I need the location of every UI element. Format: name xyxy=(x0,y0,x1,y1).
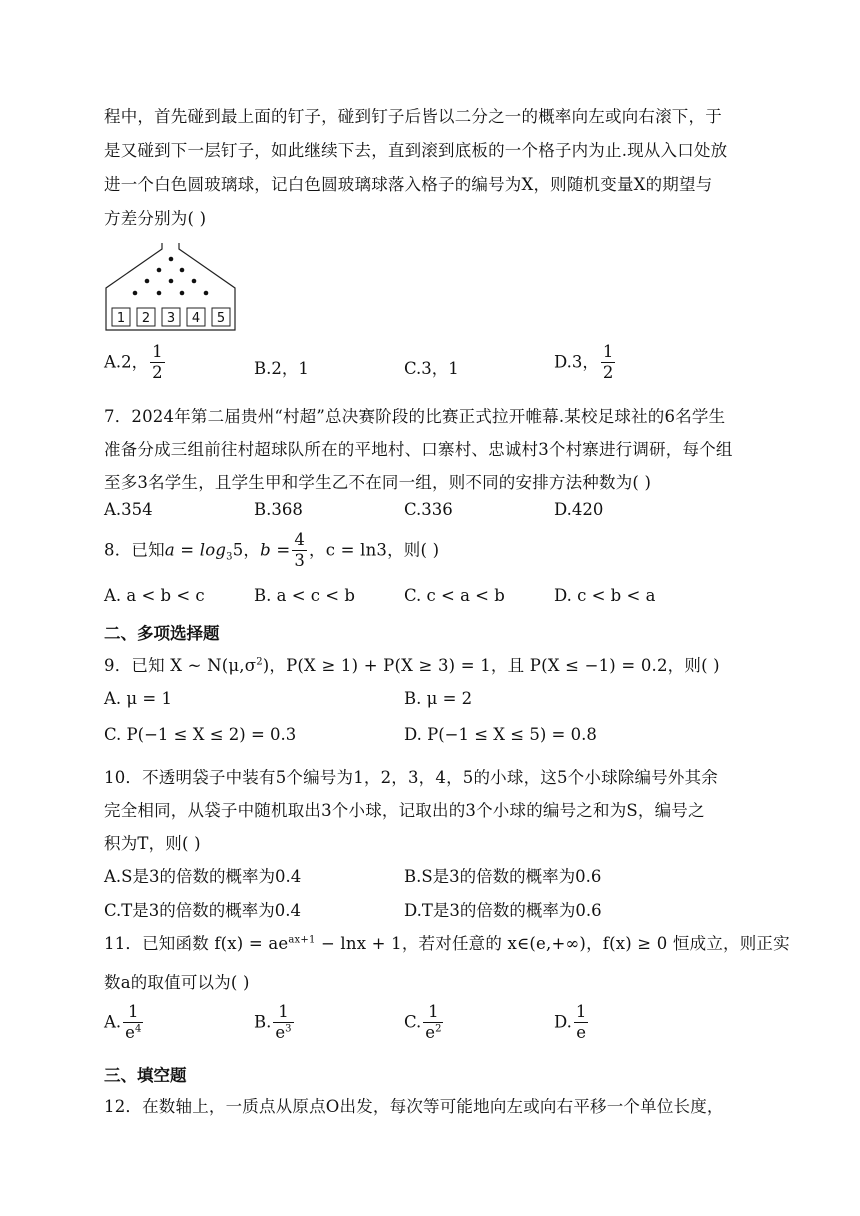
q9-stem xyxy=(104,652,720,676)
section-heading-multi-choice: 二、多项选择题 xyxy=(104,624,220,643)
q9-option-c: C. P(−1 ≤ X ≤ 2) = 0.3 xyxy=(104,725,297,744)
q11-line-2: 数a的取值可以为( ) xyxy=(104,973,250,992)
q8-a-log-base: 3 xyxy=(226,551,233,563)
q6-option-d xyxy=(554,343,617,383)
q10-option-c: C.T是3的倍数的概率为0.4 xyxy=(104,901,302,920)
q9-option-d: D. P(−1 ≤ X ≤ 5) = 0.8 xyxy=(404,725,597,744)
q11-option-d xyxy=(554,1003,590,1043)
q6-option-a-prefix: A.2， xyxy=(104,352,149,372)
q11-option-c xyxy=(404,1003,445,1043)
q7-option-a: A.354 xyxy=(104,500,153,519)
q8-b-numerator: 4 xyxy=(294,530,306,549)
q6-option-b: B.2，1 xyxy=(254,359,309,378)
q6-a-numerator: 1 xyxy=(152,342,163,361)
q6-option-d-prefix: D.3， xyxy=(554,352,599,372)
q11-c-den-base: e xyxy=(425,1022,436,1042)
q11-d-den-base: e xyxy=(576,1022,587,1042)
galton-board-figure xyxy=(104,238,242,334)
q11-option-d-fraction xyxy=(574,1003,589,1043)
q6-option-d-fraction xyxy=(601,343,616,383)
q7-line-3: 至多3名学生，且学生甲和学生乙不在同一组，则不同的安排方法种数为( ) xyxy=(104,473,652,492)
q11-stem xyxy=(104,930,790,954)
q11-a-den-base: e xyxy=(125,1022,135,1042)
q8-b-denominator: 3 xyxy=(294,550,306,570)
box-label-4: 4 xyxy=(191,311,201,326)
q11-option-b-fraction xyxy=(273,1003,293,1043)
q6-line-2: 是又碰到下一层钉子，如此继续下去，直到滚到底板的一个格子内为止.现从入口处放 xyxy=(104,141,728,160)
q11-stem-b: − lnx + 1，若对任意的 x∈(e,+∞)，f(x) ≥ 0 恒成立，则正实 xyxy=(315,934,790,953)
q6-line-3: 进一个白色圆玻璃球，记白色圆玻璃球落入格子的编号为X，则随机变量X的期望与 xyxy=(104,175,713,194)
q10-option-d: D.T是3的倍数的概率为0.6 xyxy=(404,901,602,920)
q7-option-b: B.368 xyxy=(254,500,303,519)
q11-option-c-fraction xyxy=(423,1003,443,1043)
q8-b-fraction xyxy=(292,531,307,571)
q11-option-a-label: A. xyxy=(104,1012,122,1032)
q11-option-a xyxy=(104,1003,145,1043)
q9-option-b: B. μ = 2 xyxy=(404,689,473,708)
q11-d-denominator xyxy=(574,1022,589,1043)
q10-line-2: 完全相同，从袋子中随机取出3个小球，记取出的3个小球的编号之和为S，编号之 xyxy=(104,801,705,820)
q8-a-expr: a = log xyxy=(164,540,227,560)
q10-option-a: A.S是3的倍数的概率为0.4 xyxy=(104,867,302,886)
q10-option-b: B.S是3的倍数的概率为0.6 xyxy=(404,867,602,886)
q11-d-numerator: 1 xyxy=(575,1002,587,1021)
q10-line-3: 积为T，则( ) xyxy=(104,834,201,853)
q8-option-b: B. a < c < b xyxy=(254,586,355,605)
q8-prefix: 8．已知 xyxy=(104,540,165,560)
q11-option-b xyxy=(254,1003,296,1043)
q7-line-2: 准备分成三组前往村超球队所在的平地村、口寨村、忠诚村3个村寨进行调研，每个组 xyxy=(104,440,733,459)
q11-option-b-label: B. xyxy=(254,1012,272,1032)
box-label-2: 2 xyxy=(141,311,151,326)
q7-option-d: D.420 xyxy=(554,500,604,519)
q11-stem-a: 11．已知函数 f(x) = ae xyxy=(104,934,289,953)
q11-option-a-fraction xyxy=(123,1003,143,1043)
q6-a-denominator: 2 xyxy=(152,362,163,382)
q8-stem xyxy=(104,531,439,571)
q10-line-1: 10．不透明袋子中装有5个编号为1，2，3，4，5的小球，这5个小球除编号外其余 xyxy=(104,768,718,787)
q8-option-d: D. c < b < a xyxy=(554,586,656,605)
q11-a-numerator: 1 xyxy=(127,1002,139,1021)
q9-stem-b: )，P(X ≥ 1) + P(X ≥ 3) = 1，且 P(X ≤ −1) = 0.2，则( ) xyxy=(262,656,720,675)
q8-option-c: C. c < a < b xyxy=(404,586,505,605)
q11-option-c-label: C. xyxy=(404,1012,422,1032)
q9-stem-a: 9．已知 X ~ N(μ,σ xyxy=(104,656,257,675)
q7-option-c: C.336 xyxy=(404,500,453,519)
section-heading-fill-in: 三、填空题 xyxy=(104,1066,187,1085)
q11-a-den-exp: 4 xyxy=(134,1023,142,1035)
q6-option-a-fraction xyxy=(150,343,165,383)
box-label-5: 5 xyxy=(216,311,226,326)
q9-stem-sup: 2 xyxy=(256,656,263,668)
q6-option-c: C.3，1 xyxy=(404,359,459,378)
q8-b-expr: b = xyxy=(260,540,291,560)
q11-option-d-label: D. xyxy=(554,1012,572,1032)
q11-c-denominator xyxy=(423,1022,443,1043)
q6-line-4: 方差分别为( ) xyxy=(104,209,207,228)
q12-line-1: 12．在数轴上，一质点从原点O出发，每次等可能地向左或向右平移一个单位长度， xyxy=(104,1097,724,1116)
q6-d-denominator: 2 xyxy=(602,362,614,382)
q11-b-den-exp: 3 xyxy=(285,1023,292,1035)
box-label-3: 3 xyxy=(166,311,176,326)
q9-option-a: A. μ = 1 xyxy=(104,689,172,708)
q7-line-1: 7．2024年第二届贵州“村超”总决赛阶段的比赛正式拉开帷幕.某校足球社的6名学生 xyxy=(104,407,726,426)
q11-c-numerator: 1 xyxy=(428,1002,439,1021)
q8-option-a: A. a < b < c xyxy=(104,586,205,605)
q11-a-denominator xyxy=(123,1022,143,1043)
q11-b-denominator xyxy=(273,1022,293,1043)
q11-stem-sup: ax+1 xyxy=(288,934,316,946)
q11-b-numerator: 1 xyxy=(278,1002,289,1021)
q6-d-numerator: 1 xyxy=(602,342,614,361)
box-label-1: 1 xyxy=(116,311,126,326)
peg-grid xyxy=(133,257,209,296)
q11-b-den-base: e xyxy=(275,1022,286,1042)
q6-line-1: 程中，首先碰到最上面的钉子，碰到钉子后皆以二分之一的概率向左或向右滚下，于 xyxy=(104,107,722,126)
q11-c-den-exp: 2 xyxy=(435,1023,442,1035)
q8-c-expr: ，c = ln3，则( ) xyxy=(309,540,440,560)
q6-option-a xyxy=(104,343,167,383)
q8-a-tail: 5， xyxy=(232,540,261,560)
